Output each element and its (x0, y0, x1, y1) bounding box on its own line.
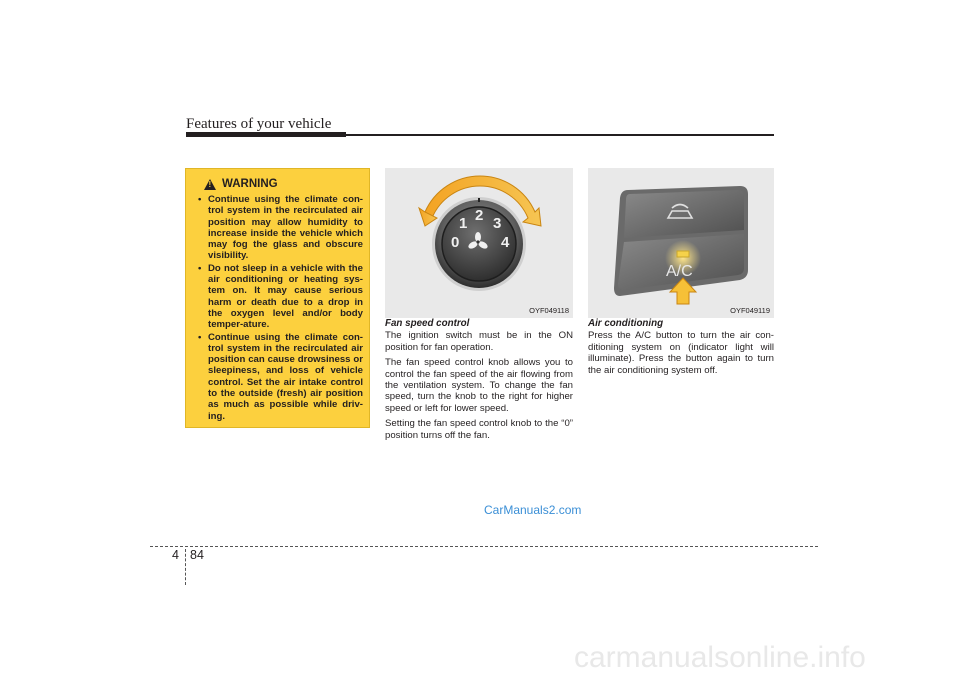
fan-knob-figure (385, 168, 573, 318)
air-conditioning-section (588, 318, 774, 380)
watermark-link[interactable]: CarManuals2.com (484, 503, 582, 517)
warning-heading (204, 178, 363, 190)
figure-code: OYF049119 (730, 306, 770, 315)
site-watermark: carmanualsonline.info (574, 641, 866, 674)
ac-indicator-light (677, 251, 689, 257)
footer-divider (185, 549, 186, 585)
knob-number: 0 (451, 234, 460, 251)
warning-item: • Do not sleep in a vehicle with the air conditioning or heating sys-tem on. It may cause serious harm or death due to a drop in the oxygen level and/or body temper-ature. (196, 263, 363, 331)
paragraph: Setting the fan speed control knob to the “0” position turns off the fan. (385, 418, 573, 441)
knob-number: 1 (459, 215, 468, 232)
warning-item: • Continue using the climate con-trol system in the recirculated air position may allow humidity to increase inside the vehicle which may fog the glass and obscure visibility. (196, 194, 363, 262)
warning-item: • Continue using the climate con-trol system in the recirculated air position can cause drowsiness or sleepiness, and loss of vehicle control. Set the air intake control to the outside (fresh) air position as much as possible while driv-ing. (196, 332, 363, 422)
section-number: 4 (172, 548, 179, 562)
footer-rule (150, 546, 818, 547)
warning-list (196, 194, 363, 422)
ac-button-illustration (588, 168, 774, 318)
section-heading: Air conditioning (588, 318, 664, 329)
ac-button-label: A/C (666, 263, 693, 280)
ac-button-figure (588, 168, 774, 318)
section-heading: Fan speed control (385, 318, 470, 329)
knob-number: 2 (475, 207, 484, 224)
paragraph: The fan speed control knob allows you to control the fan speed of the air flowing from the ventilation system. To change the fan speed, turn the knob to the right for higher speed or left for lower speed. (385, 357, 573, 414)
warning-triangle-icon (204, 179, 216, 190)
fan-speed-section (385, 318, 573, 445)
page-header-title: Features of your vehicle (186, 116, 332, 132)
header-rule-accent (186, 132, 346, 137)
warning-title: WARNING (222, 178, 278, 190)
paragraph: Press the A/C button to turn the air con-ditioning system on (indicator light will illuminate). Press the button again to turn the air conditioning system off. (588, 330, 774, 376)
warning-box (185, 168, 370, 428)
knob-number: 4 (501, 234, 510, 251)
fan-knob-illustration (385, 168, 573, 318)
knob-number: 3 (493, 215, 502, 232)
figure-code: OYF049118 (529, 306, 569, 315)
paragraph: The ignition switch must be in the ON position for fan operation. (385, 330, 573, 353)
page-number: 84 (190, 548, 204, 562)
